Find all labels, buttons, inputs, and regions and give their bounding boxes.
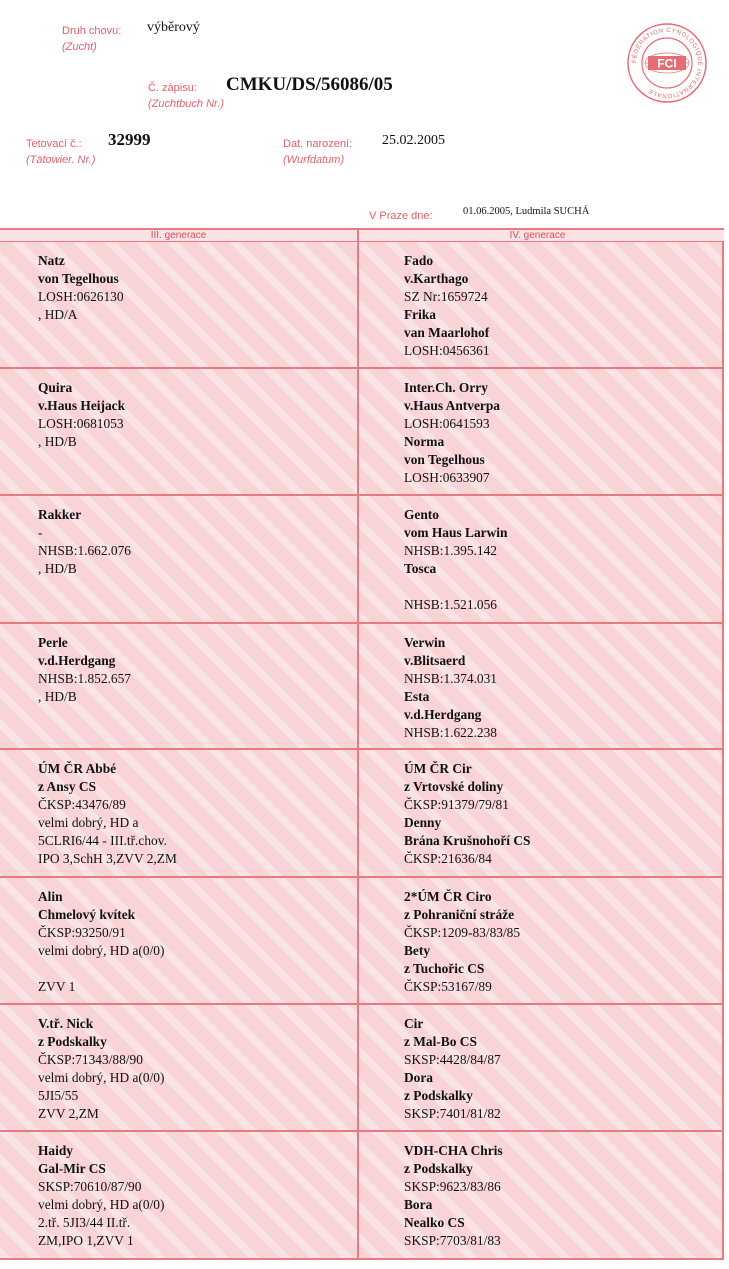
- dog-name-line: Tosca: [404, 561, 437, 576]
- dog-detail-line: LOSH:0681053: [38, 416, 124, 431]
- tattoo-label-de: (Tätowier. Nr.): [26, 154, 96, 166]
- dog-name-line: v.d.Herdgang: [38, 653, 116, 668]
- dog-name-line: Denny: [404, 815, 442, 830]
- dog-detail-line: -: [38, 525, 43, 540]
- dog-name-line: z Podskalky: [38, 1034, 107, 1049]
- row-divider: [0, 367, 724, 369]
- dog-name-line: z Tuchořic CS: [404, 961, 485, 976]
- dog-detail-line: 2.tř. 5JI3/44 II.tř.: [38, 1215, 131, 1230]
- dog-name-line: Cir: [404, 1016, 424, 1031]
- tattoo-value: 32999: [108, 130, 151, 149]
- dog-detail-line: ZVV 1: [38, 979, 76, 994]
- generation-4-cell: [404, 379, 500, 487]
- dog-detail-line: velmi dobrý, HD a(0/0): [38, 1070, 165, 1085]
- birth-label-cz: Dat. narození:: [283, 138, 353, 150]
- dog-name-line: Frika: [404, 307, 436, 322]
- dog-detail-line: 5CLRI6/44 - III.tř.chov.: [38, 833, 167, 848]
- dog-name-line: z Podskalky: [404, 1161, 473, 1176]
- dog-name-line: z Pohraniční stráže: [404, 907, 515, 922]
- dog-detail-line: , HD/B: [38, 434, 77, 449]
- tattoo-label: [26, 138, 95, 167]
- dog-name-line: v.Karthago: [404, 271, 469, 286]
- tattoo-label-cz: Tetovací č.:: [26, 138, 82, 150]
- dog-name-line: v.Haus Antverpa: [404, 398, 500, 413]
- dog-name-line: Gal-Mir CS: [38, 1161, 106, 1176]
- generation-4-cell: [404, 252, 490, 360]
- dog-name-line: Chmelový kvítek: [38, 907, 136, 922]
- dog-detail-line: [404, 578, 507, 596]
- breed-type-label-cz: Druh chovu:: [62, 25, 122, 37]
- dog-detail-line: NHSB:1.395.142: [404, 543, 498, 558]
- dog-detail-line: NHSB:1.622.238: [404, 725, 498, 740]
- row-divider: [0, 494, 724, 496]
- dog-detail-line: ČKSP:53167/89: [404, 979, 492, 994]
- generation-4-cell: [404, 1142, 503, 1250]
- dog-name-line: V.tř. Nick: [38, 1016, 94, 1031]
- dog-detail-line: velmi dobrý, HD a(0/0): [38, 943, 165, 958]
- place-label: V Praze dne:: [369, 210, 433, 222]
- generation-4-cell: [404, 634, 497, 742]
- dog-name-line: z Vrtovské doliny: [404, 779, 504, 794]
- dog-name-line: Dora: [404, 1070, 434, 1085]
- generation-4-cell: [404, 760, 531, 868]
- dog-name-line: v.Blitsaerd: [404, 653, 466, 668]
- row-divider: [0, 876, 724, 878]
- dog-detail-line: SZ Nr:1659724: [404, 289, 488, 304]
- place-date-value: 01.06.2005, Ludmila SUCHÁ: [463, 206, 590, 217]
- dog-name-line: vom Haus Larwin: [404, 525, 508, 540]
- column-divider: [357, 228, 359, 1260]
- dog-name-line: Bety: [404, 943, 431, 958]
- dog-name-line: v.Haus Heijack: [38, 398, 126, 413]
- dog-detail-line: SKSP:70610/87/90: [38, 1179, 142, 1194]
- dog-detail-line: SKSP:7703/81/83: [404, 1233, 501, 1248]
- dog-name-line: Haidy: [38, 1143, 73, 1158]
- dog-detail-line: , HD/B: [38, 689, 77, 704]
- dog-name-line: Quira: [38, 380, 73, 395]
- breed-type-label-de: (Zucht): [62, 41, 97, 53]
- dog-name-line: Verwin: [404, 635, 446, 650]
- generation-3-cell: [38, 506, 131, 578]
- generation-4-cell: [404, 1015, 501, 1123]
- dog-name-line: Alin: [38, 889, 63, 904]
- dog-detail-line: NHSB:1.374.031: [404, 671, 498, 686]
- registry-label-de: (Zuchtbuch Nr.): [148, 98, 225, 110]
- dog-name-line: z Podskalky: [404, 1088, 473, 1103]
- generation-3-cell: [38, 634, 131, 706]
- generation-4-cell: [404, 888, 520, 996]
- dog-name-line: Inter.Ch. Orry: [404, 380, 488, 395]
- generation-3-cell: [38, 760, 177, 868]
- row-divider: [0, 1130, 724, 1132]
- dog-detail-line: ČKSP:71343/88/90: [38, 1052, 143, 1067]
- dog-detail-line: ČKSP:93250/91: [38, 925, 126, 940]
- dog-name-line: Rakker: [38, 507, 82, 522]
- dog-detail-line: velmi dobrý, HD a(0/0): [38, 1197, 165, 1212]
- row-divider: [0, 1003, 724, 1005]
- birth-value: 25.02.2005: [382, 133, 445, 148]
- breed-type-value: výběrový: [147, 20, 200, 35]
- dog-name-line: Norma: [404, 434, 445, 449]
- generation-4-cell: [404, 506, 507, 614]
- fci-seal-text: FCI: [657, 56, 677, 71]
- generation-3-cell: [38, 1142, 164, 1250]
- row-divider: [0, 622, 724, 624]
- birth-label: [283, 138, 352, 167]
- dog-detail-line: ČKSP:43476/89: [38, 797, 126, 812]
- dog-detail-line: , HD/A: [38, 307, 78, 322]
- dog-name-line: Nealko CS: [404, 1215, 465, 1230]
- dog-name-line: Bora: [404, 1197, 433, 1212]
- dog-detail-line: ZM,IPO 1,ZVV 1: [38, 1233, 134, 1248]
- dog-name-line: z Mal-Bo CS: [404, 1034, 477, 1049]
- dog-detail-line: SKSP:7401/81/82: [404, 1106, 501, 1121]
- dog-detail-line: SKSP:4428/84/87: [404, 1052, 501, 1067]
- dog-detail-line: ČKSP:91379/79/81: [404, 797, 509, 812]
- row-divider: [0, 748, 724, 750]
- dog-name-line: ÚM ČR Abbé: [38, 761, 117, 776]
- dog-detail-line: NHSB:1.852.657: [38, 671, 132, 686]
- dog-detail-line: IPO 3,SchH 3,ZVV 2,ZM: [38, 851, 177, 866]
- fci-seal-icon: [626, 22, 708, 104]
- birth-label-de: (Wurfdatum): [283, 154, 345, 166]
- dog-detail-line: SKSP:9623/83/86: [404, 1179, 501, 1194]
- dog-name-line: Perle: [38, 635, 68, 650]
- registry-label-cz: Č. zápisu:: [148, 82, 197, 94]
- registry-value: CMKU/DS/56086/05: [226, 74, 393, 95]
- dog-detail-line: LOSH:0626130: [38, 289, 124, 304]
- generation-3-cell: [38, 379, 125, 451]
- generation-3-cell: [38, 888, 164, 996]
- dog-detail-line: LOSH:0456361: [404, 343, 490, 358]
- generation-4-header: IV. generace: [509, 230, 566, 241]
- dog-detail-line: velmi dobrý, HD a: [38, 815, 139, 830]
- dog-detail-line: NHSB:1.521.056: [404, 597, 498, 612]
- generation-3-cell: [38, 252, 124, 324]
- dog-detail-line: ZVV 2,ZM: [38, 1106, 99, 1121]
- dog-name-line: Fado: [404, 253, 434, 268]
- dog-name-line: v.d.Herdgang: [404, 707, 482, 722]
- dog-detail-line: ČKSP:1209-83/83/85: [404, 925, 521, 940]
- dog-detail-line: LOSH:0641593: [404, 416, 490, 431]
- dog-detail-line: [38, 960, 164, 978]
- dog-name-line: z Ansy CS: [38, 779, 97, 794]
- dog-name-line: VDH-CHA Chris: [404, 1143, 503, 1158]
- breed-type-label: [62, 25, 121, 54]
- dog-name-line: Esta: [404, 689, 430, 704]
- dog-name-line: Natz: [38, 253, 65, 268]
- dog-name-line: Brána Krušnohoří CS: [404, 833, 531, 848]
- dog-name-line: Gento: [404, 507, 439, 522]
- dog-name-line: von Tegelhous: [38, 271, 119, 286]
- dog-name-line: van Maarlohof: [404, 325, 490, 340]
- dog-detail-line: LOSH:0633907: [404, 470, 490, 485]
- dog-detail-line: NHSB:1.662.076: [38, 543, 132, 558]
- dog-name-line: ÚM ČR Cir: [404, 761, 472, 776]
- generation-3-header: III. generace: [150, 230, 207, 241]
- dog-detail-line: , HD/B: [38, 561, 77, 576]
- dog-name-line: 2*ÚM ČR Ciro: [404, 889, 492, 904]
- dog-detail-line: 5JI5/55: [38, 1088, 79, 1103]
- generation-3-cell: [38, 1015, 164, 1123]
- generation-header-row: [0, 228, 724, 242]
- dog-detail-line: ČKSP:21636/84: [404, 851, 492, 866]
- registry-label: [148, 82, 224, 111]
- dog-name-line: von Tegelhous: [404, 452, 485, 467]
- fci-ring-text: FÉDÉRATION CYNOLOGIQUE INTERNATIONALE: [630, 26, 704, 100]
